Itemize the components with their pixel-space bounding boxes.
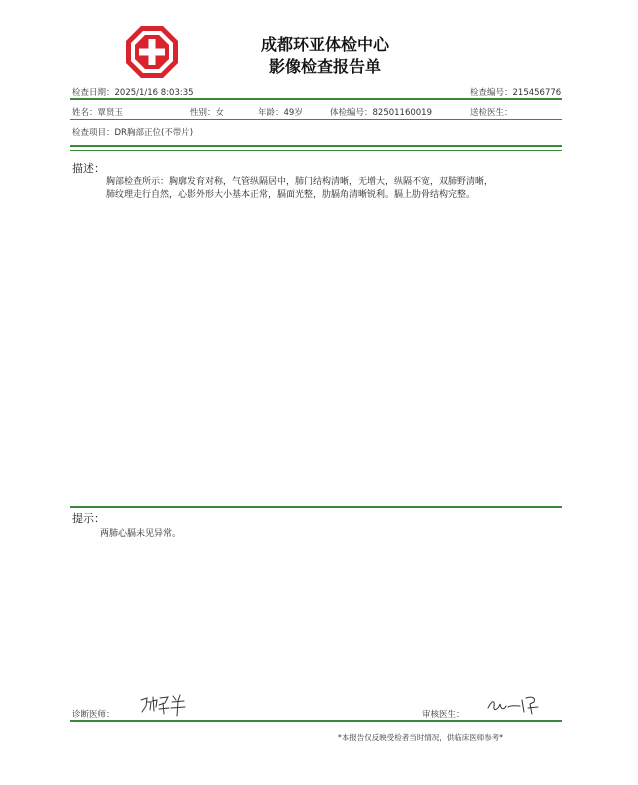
section-divider-top-1 — [70, 145, 562, 147]
footer-note: *本报告仅反映受检者当时情况，供临床医师参考* — [338, 733, 503, 742]
patient-name: 姓名：覃贤玉 — [72, 108, 124, 118]
reviewing-doctor-label: 审核医生： — [422, 710, 465, 720]
section-divider-top-2 — [70, 150, 562, 151]
patient-gender: 性别：女 — [190, 108, 225, 118]
diagnosing-doctor-label: 诊断医师： — [72, 710, 115, 720]
footer-divider — [70, 720, 562, 722]
hint-text: 两肺心膈未见异常。 — [100, 529, 182, 539]
reviewing-doctor-signature — [486, 694, 542, 718]
exam-item: 检查项目：DR胸部正位(不带片) — [72, 128, 194, 138]
report-header — [200, 34, 450, 78]
patient-age: 年龄：49岁 — [258, 108, 303, 118]
red-cross-logo-icon — [124, 24, 180, 80]
org-name: 成都环亚体检中心 — [260, 35, 389, 54]
diagnosing-doctor-signature — [138, 692, 192, 718]
header-divider — [70, 98, 562, 100]
hint-label: 提示： — [72, 512, 105, 525]
exam-date: 检查日期：2025/1/16 8:03:35 — [72, 88, 194, 98]
info-divider — [70, 119, 562, 120]
referring-doctor: 送检医生： — [470, 108, 513, 118]
hint-divider — [70, 506, 562, 508]
report-title: 影像检查报告单 — [268, 57, 381, 76]
description-text: 胸部检查所示：胸廓发育对称，气管纵隔居中，肺门结构清晰，无增大，纵隔不宽，双肺野清晰，肺纹理走行自然，心影外形大小基本正常，膈面光整，肋膈角清晰锐利。膈上肋骨结构完整。 — [106, 177, 494, 200]
description-label: 描述： — [72, 162, 105, 175]
checkup-number: 体检编号：82501160019 — [330, 108, 432, 118]
exam-number: 检查编号：215456776 — [470, 88, 562, 98]
